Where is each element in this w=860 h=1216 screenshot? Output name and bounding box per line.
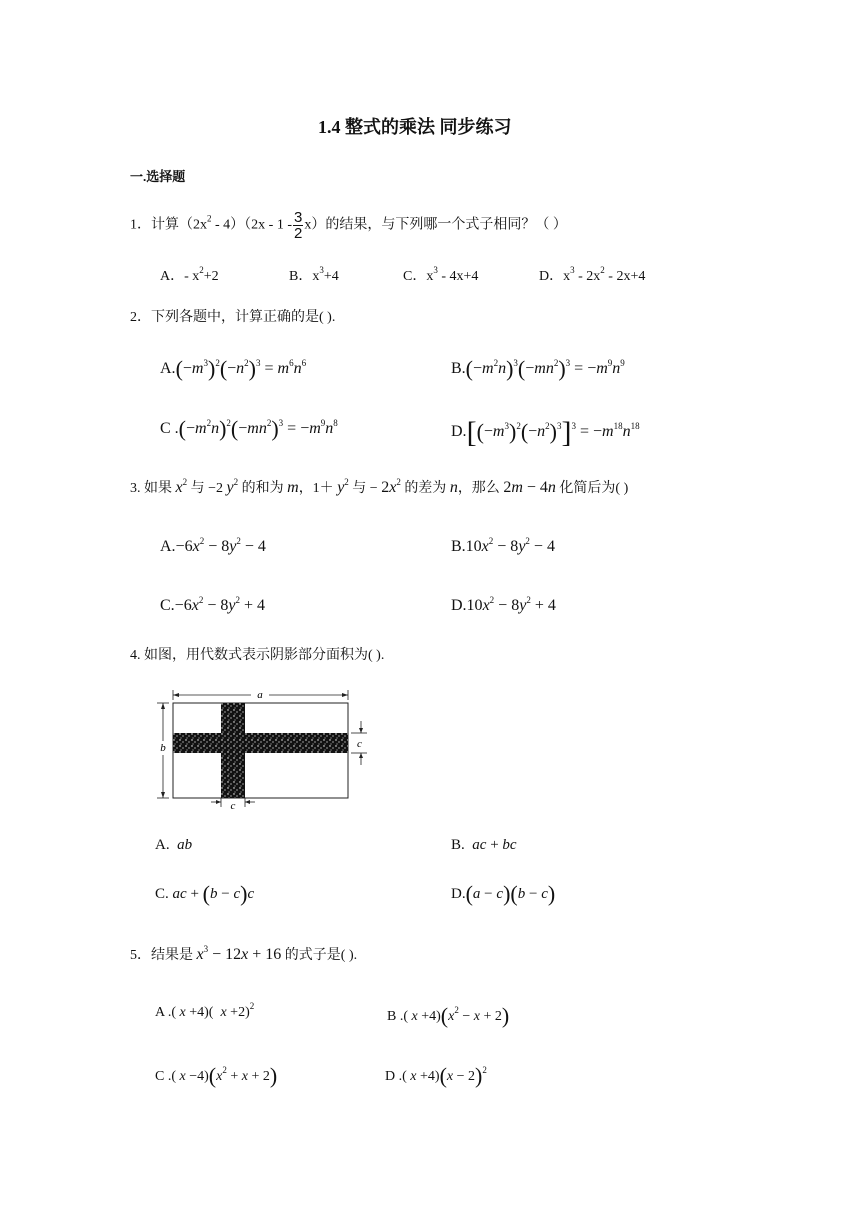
- question-3-stem: 3. 如果 $x^2$ 与 −2 $y^2$ 的和为 m，$1+ y^2$ 与 − $2x^2$ 的差为 n，那么 2m − 4n 化简后为( ): [130, 477, 629, 496]
- q1-fraction-denominator: 2: [294, 225, 303, 242]
- q5-option-a: A .( x +4)( x +2)$^2$: [155, 1001, 255, 1020]
- shaded-horizontal-strip: [173, 733, 348, 753]
- question-1-stem: 1．计算$(2x^2 - 4)(2x - 1$ - $\frac{3}{2}$ x）的结果，与下列哪一个式子相同？（ ）: [130, 209, 567, 242]
- q1-stem-part-b: - 4）（2x - 1 -: [211, 217, 292, 233]
- label-b: b: [160, 742, 166, 754]
- question-5-stem: 5．结果是 $x^3 - 12x + 16$ 的式子是( ).: [130, 944, 358, 963]
- q1-fraction-numerator: 3: [294, 209, 303, 226]
- q4-option-a: A. ab: [155, 837, 193, 853]
- q4-option-b: B. ac + bc: [451, 837, 517, 853]
- q5-option-b: B .( $x +4)(x^2 - x + 2)$: [387, 1003, 510, 1028]
- label-a: a: [257, 689, 263, 701]
- q2-option-b: $B.(-m^2n)^3(-mn^2)^3 = -m^9n^9$: [451, 356, 625, 381]
- question-2-stem: 2．下列各题中，计算正确的是( ).: [130, 310, 336, 325]
- q3-option-b: $B.10x^2 - 8y^2 - 4$: [451, 536, 555, 555]
- q3-option-d: $D.10x^2 - 8y^2 + 4$: [451, 595, 556, 614]
- q3-option-c: $C.-6x^2 - 8y^2 + 4$: [160, 595, 265, 614]
- q5-option-d: D .( $x +4)(x - 2)^2$: [385, 1063, 487, 1088]
- q4-cross-figure: [155, 685, 370, 810]
- q2-option-c: C $.(-m^2n)^2(-mn^2)^3 = -m^9n^8$: [160, 416, 338, 441]
- page-title: 1.4 整式的乘法 同步练习: [318, 117, 512, 137]
- q5-option-c: C .( $x -4)(x^2 + x + 2)$: [155, 1063, 278, 1088]
- section-heading: 一.选择题: [130, 169, 186, 184]
- question-4-stem: 4. 如图，用代数式表示阴影部分面积为( ).: [130, 648, 385, 663]
- q1-fraction: [293, 210, 303, 241]
- q1-option-d: D．$x^3 - 2x^2 - 2x+4$: [539, 265, 646, 284]
- q2-option-a: $A.(-m^3)^2(-n^2)^3 = m^6n^6$: [160, 356, 307, 381]
- q1-stem-part-a: 1．计算（2x: [130, 217, 207, 233]
- q2-option-d: $D.[(-m^3)^2(-n^2)^3]^3 = -m^{18}n^{18}$: [451, 416, 640, 449]
- q1-option-a: A．- $x^2+2$: [160, 265, 219, 284]
- label-c-right: c: [357, 738, 362, 750]
- q1-option-c: C．$x^3 - 4x+4$: [403, 265, 479, 284]
- q1-option-b: B．$x^3+4$: [289, 265, 339, 284]
- q4-option-c: C. ac + (b − c)c: [155, 881, 255, 906]
- label-c-bottom: c: [230, 800, 236, 810]
- shaded-vertical-strip: [221, 703, 245, 798]
- q1-stem-part-c: x）的结果，与下列哪一个式子相同？（ ）: [304, 217, 567, 233]
- q3-option-a: $A.-6x^2 - 8y^2 - 4$: [160, 536, 266, 555]
- q4-option-d: D.(a − c)(b − c): [451, 881, 556, 906]
